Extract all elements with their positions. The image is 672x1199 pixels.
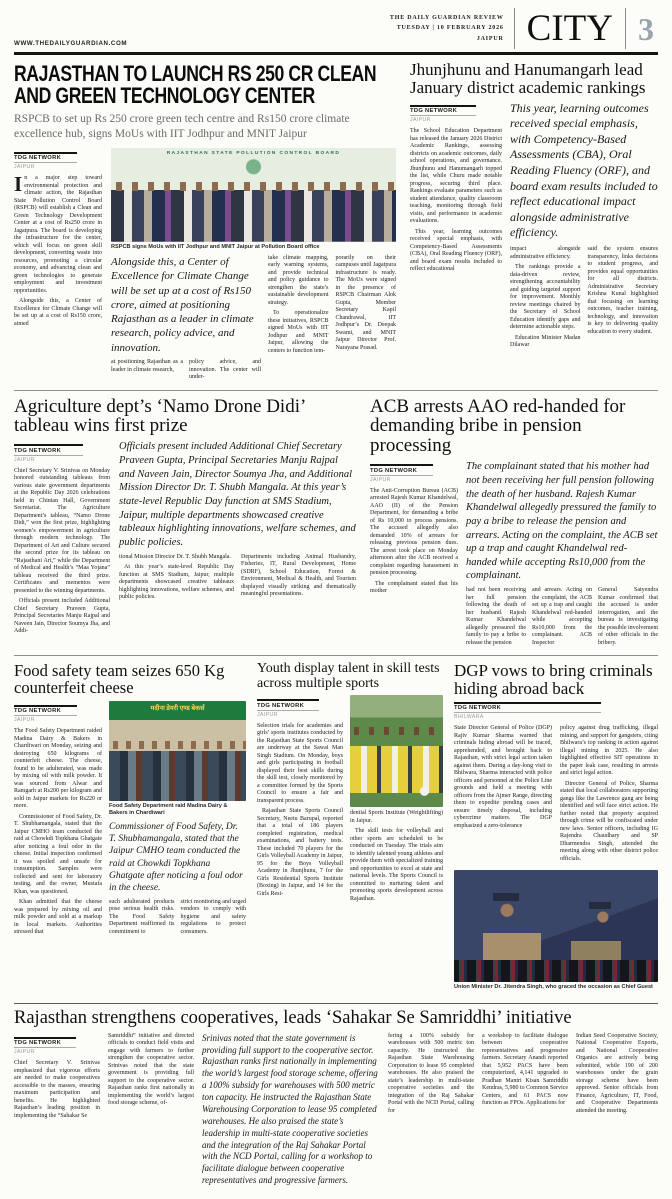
agriculture-pull-quote: Officials present included Additional Chief Secretary Praveen Gupta, Principal Secretaries Manju Rajpal and Naveen Jain, Director Soumya Jha, and Additional Mission Director Dr. T. Shubh Mangala. At this year’s state-level Republic Day function at SMS Stadium, Jaipur, multiple departments showcased creative tableaux highlighting innovations, welfare schemes, and public policies. bbox=[119, 441, 356, 548]
byline: TDG NETWORK JAIPUR bbox=[257, 699, 319, 718]
lead-headline: RAJASTHAN TO LAUNCH RS 250 CR CLEAN AND GREEN TECHNOLOGY CENTER bbox=[14, 61, 377, 108]
lead-quote-col-a: at positioning Rajasthan as a leader in climate research, bbox=[111, 359, 183, 373]
cooperative-headline: Rajasthan strengthens cooperatives, leads ‘Sahakar Se Samriddhi’ initiative bbox=[14, 1008, 572, 1029]
lead-photo-caption: RSPCB signs MoUs with IIT Jodhpur and MNIT Jaipur at Pollution Board office bbox=[111, 243, 320, 250]
drop-cap: I bbox=[14, 172, 23, 197]
youth-column-1: Selection trials for academies and girls’ sports institutes conducted by the Rajasthan State Sports Council are underway at the Sawai Man Singh Stadium. On Monday, boys and girls participating in football displayed their best skills during the skill test, closely monitored by a committee formed by the Sports Council to ensure a fair and transparent process. Rajasthan State Sports Council Secretary, Neetu Barupal, reported that a total of 186 players completed registration, medical examinations, and battery tests. These included 70 players for the Girls Volleyball Academy in Jaipur, 95 for the Boys Volleyball Academy in Jhunjhunu, 7 for the Girls Residential Sports Institute (Boxing) in Jaipur, and 14 for the Girls Resi- bbox=[257, 722, 343, 897]
lead-photo bbox=[111, 148, 396, 242]
rankings-column-1: The School Education Department has released the January 2026 District Academic Rankings, assessing districts on academic outcomes, daily school operations, and governance. Jhunjhunu and Hanumangarh topped the list, while Churu made notable progress, securing third place. Rankings evaluate parameters such as student attendance, quality classroom teaching, monitoring through field visits, and performance in academic evaluations. This year, learning outcomes received special emphasis, with Competency-Based Assessments (CBA), Oral Reading Fluency (ORF), and board exam results included to reflect educational bbox=[410, 128, 502, 273]
byline: TDG NETWORK JAIPUR bbox=[410, 105, 476, 124]
acb-column-2: had not been receiving her full pension following the death of her husband. Rajesh Kumar Khandelwal allegedly pressured the family to pay a bribe to release the pension bbox=[466, 587, 526, 646]
football-trials-photo bbox=[350, 695, 443, 807]
lead-column-1: In a major step toward environmental protection and climate action, the Rajasthan State Pollution Control Board (RSPCB) will establish a Clean and Green Technology Development Center at a cost of Rs250 crore in Jagatpura. The board is developing the infrastructure for the center, which will focus on green skill development, converting waste into resources, promoting a circular economy, and advancing clean and green technologies to generate employment and investment opportunities. Alongside this, a Center of Excellence for Climate Change will be set up at a cost of Rs150 crore, aimed bbox=[14, 172, 102, 327]
food-column-2: such adulterated products pose serious health risks. The Food Safety Department reaffirmed its commitment to bbox=[109, 898, 175, 935]
dgp-column-1: State Director General of Police (DGP) Rajiv Kumar Sharma warned that criminals hiding abroad will be traced, apprehended, and brought back to Rajasthan, with strict legal action taken against them. During a day-long visit to Bhilwara, Sharma interacted with police officers and personnel at the Police Line grounds and held a meeting with officers from the Ajmer Range, directing them to expedite pending cases and ensure timely disposal, including cybercrime matters. The DGP emphasized a zero-tolerance bbox=[454, 725, 552, 829]
dgp-headline: DGP vows to bring criminals hiding abroad back bbox=[454, 661, 653, 698]
edition-date: TUESDAY | 10 FEBRUARY 2026 bbox=[396, 25, 504, 32]
lead-story bbox=[14, 61, 396, 382]
food-safety-story bbox=[14, 662, 246, 995]
acb-story bbox=[370, 397, 658, 648]
lead-column-3: porarily on their campuses until Jagatpura infrastructure is ready. The MoUs were signed in the presence of RSPCB Chairman Alok Gupta, Member Secretary Kapil Chandrawal, IIT Jodhpur’s Dr. Deepak Swami, and MNIT Jaipur Director Prof. Narayana Prasad. bbox=[335, 254, 396, 351]
lead-quote-col-b: policy advice, and innovation. The center will under- bbox=[189, 359, 261, 381]
food-column-3: strict monitoring and urged vendors to comply with hygiene and safety regulations to protect consumers. bbox=[180, 898, 246, 935]
food-headline: Food safety team seizes 650 Kg counterfeit cheese bbox=[14, 661, 225, 698]
section-title: CITY bbox=[514, 8, 626, 49]
cooperative-column-1: Chief Secretary V. Srinivas emphasized that vigorous efforts are needed to make cooperatives accessible to the masses, ensuring maximum participation and benefits. He highlighted Rajasthan’s leading position in implementing the “Sahakar Se bbox=[14, 1060, 100, 1119]
byline: TDG NETWORK JAIPUR bbox=[14, 152, 77, 171]
edition-city: JAIPUR bbox=[476, 35, 504, 42]
agriculture-column-2: tional Mission Director Dr. T. Shubh Mangala. At this year’s state-level Republic Day function at SMS Stadium, Jaipur, multiple departments showcased creative tableaux highlighting innovations, welfare schemes, and public policies. bbox=[119, 553, 234, 601]
byline: TDG NETWORK BHILWARA bbox=[454, 702, 601, 721]
acb-column-4: General Satyendra Kumar confirmed that the accused is under interrogation, and the bureau is investigating the possible involvement of other officials in the bribery. bbox=[598, 587, 658, 646]
agriculture-column-3: Departments including Animal Husbandry, Fisheries, IT, Rural Development, Home (SDRF), School Education, Forest & Environment, Medical & Health, and Tourism displayed visually striking and thematically meaningful presentations. bbox=[241, 553, 356, 598]
acb-pull-quote: The complainant stated that his mother had not been receiving her full pension following the death of her husband. Rajesh Kumar Khandelwal allegedly pressured the family to pay a bribe to release the pension and arrears. Acting on the complaint, the ACB set up a trap and caught Khandelwal red-handed while accepting Rs10,000 from the complainant. bbox=[466, 461, 658, 582]
dgp-story bbox=[454, 662, 658, 995]
pollution-board-banner: RAJASTHAN STATE POLLUTION CONTROL BOARD bbox=[166, 150, 341, 156]
page-number: 3 bbox=[638, 10, 654, 47]
cooperative-column-3: fering a 100% subsidy for warehouses with 500 metric ton capacity. He instructed the Rajasthan State Warehousing Corporation to lease 95 completed warehouses. He also praised the state’s leadership in multi-state cooperative societies and the integration of the Raj Sahakar Portal with the NCD Portal, calling for bbox=[388, 1032, 474, 1114]
byline: TDG NETWORK JAIPUR bbox=[14, 444, 83, 463]
dgp-photo-caption: Union Minister Dr. Jitendra Singh, who graced the occasion as Chief Guest bbox=[454, 984, 653, 991]
rankings-story bbox=[410, 61, 658, 382]
lead-standfirst: RSPCB to set up Rs 250 crore green tech centre and Rs150 crore climate excellence hub, signs MoUs with IIT Jodhpur and MNIT Jaipur bbox=[14, 113, 350, 141]
byline: TDG NETWORK JAIPUR bbox=[14, 1037, 76, 1056]
lead-pull-quote: Alongside this, a Center of Excellence for Climate Change will be set up at a cost of Rs150 crore, aimed at positioning Rajasthan as a leader in climate research, policy advice, and innovation. bbox=[111, 255, 254, 354]
food-raid-photo bbox=[109, 701, 246, 801]
byline: TDG NETWORK JAIPUR bbox=[370, 464, 433, 483]
rankings-headline: Jhunjhunu and Hanumangarh lead January district academic rankings bbox=[410, 60, 646, 97]
police-press-photo bbox=[454, 870, 658, 982]
agriculture-story bbox=[14, 397, 356, 648]
cooperative-column-2: Samriddhi” initiative and directed officials to conduct field visits and engage with farmers to further strengthen the cooperative sector. Srinivas noted that the state government is providing full support to the cooperative sector. Rajasthan ranks first nationally in implementing the world’s largest food storage scheme, of- bbox=[108, 1032, 194, 1107]
masthead-right bbox=[390, 8, 658, 49]
lead-column-2: take climate mapping, early warning systems, and provide technical and policy guidance to strengthen the state’s sustainable development strategy. To operationalize these initiatives, RSPCB signed MoUs with IIT Jodhpur and MNIT Jaipur, allowing the centers to function tem- bbox=[268, 254, 329, 354]
agriculture-headline: Agriculture dept’s ‘Namo Drone Didi’ tableau wins first prize bbox=[14, 395, 305, 437]
food-pull-quote: Commissioner of Food Safety, Dr. T. Shubhamangala, stated that the Jaipur CMHO team conducted the raid at Chowkdi Topkhana Ghatgate after noticing a foul odor in the cheese. bbox=[109, 821, 243, 894]
youth-column-2: dential Sports Institute (Weightlifting) in Jaipur. The skill tests for volleyball and other sports are scheduled to be conducted on Tuesday. The trials aim to identify talented young athletes and provide them with specialized training and opportunities to excel at state and national levels. The Sports Council is committed to nurturing talent and promoting sports development across Rajasthan. bbox=[350, 810, 443, 902]
masthead bbox=[14, 8, 658, 55]
food-column-1: The Food Safety Department raided Madina Dairy & Bakers in Chardiwari on Monday, seizing and destroying 650 kilograms of counterfeit cheese. The cheese, found to be adulterated, was made by mixing oil with milk powder. It was sourced from Alwar and Ramgarh at Rs200 per kilogram and sold in Jaipur markets for Rs220 or more. Commissioner of Food Safety, Dr. T. Shubhamangala, stated that the Jaipur CMHO team conducted the raid at Chowkdi Topkhana Ghatgate after noticing a foul odor in the cheese. Initial inspection confirmed it was spoiled and unsafe for consumption. Samples were collected and sent for laboratory testing, and the owner, Mustafa Khan, was questioned. Khan admitted that the cheese was prepared by mixing oil and milk powder and sold at a markup in local markets. Authorities stressed that bbox=[14, 728, 102, 936]
rankings-column-2: impact alongside administrative efficiency. The rankings provide a data-driven review, strengthening accountability and guiding targeted support for improvement. Monthly review meetings chaired by the Secretary of School Education identify gaps and determine actionable steps. Education Minister Madan Dilawar bbox=[510, 246, 581, 349]
youth-sports-story bbox=[257, 662, 443, 995]
cooperative-column-5: Indian Seed Cooperative Society, National Cooperative Exports, and National Cooperative Organics are actively being submitted, while 190 of 200 warehouses under the grain storage scheme have been approved. Senior officials from Finance, Agriculture, IT, Food, and Cooperative Departments attended the meeting. bbox=[576, 1032, 658, 1114]
youth-headline: Youth display talent in skill tests across multiple sports bbox=[257, 661, 440, 691]
acb-column-1: The Anti-Corruption Bureau (ACB) arrested Rajesh Kumar Khandelwal, AAO (II) of the Pension Department, for demanding a bribe of Rs 10,000 to process pensions. The accused allegedly also demanded 10% of arrears for releasing previous pension dues. The arrest took place on Monday afternoon after the ACB received a complaint regarding harassment in pension processing. The complainant stated that his mother bbox=[370, 487, 458, 595]
cooperative-column-4: a workshop to facilitate dialogue between cooperative representatives and progressive farmers. Secretary Anandi reported that 5,952 PACS have been computerized, 4,141 upgraded to Pradhan Mantri Kisan Samriddhi Kendras, 5,980 to Common Service Centers, and 61 PACS now function as FPOs. Applications for bbox=[482, 1032, 568, 1107]
publication-name: THE DAILY GUARDIAN REVIEW bbox=[389, 15, 504, 22]
agriculture-column-1: Chief Secretary V. Srinivas on Monday honored outstanding tableaus from various state government departments at the Republic Day 2026 celebrations held in Chintan Hall, Government Secretariat. The Agriculture Department’s tableau, “Namo Drone Didi,” won the first prize, highlighting women’s empowerment in agriculture through modern technology. The Department of Art and Culture secured the second prize for its tableau on “Rajasthani Art,” while the Department of Medical and Health’s “Maa Yojana” tableau received the third prize. Certificates and mementos were presented to the winning departments. Officials present included Additional Chief Secretary Praveen Gupta, Principal Secretaries Manju Rajpal and Naveen Jain, Director Soumya Jha, and Addi- bbox=[14, 467, 110, 635]
cooperative-story bbox=[14, 1009, 658, 1187]
acb-column-3: and arrears. Acting on the complaint, the ACB set up a trap and caught Khandelwal red-handed while accepting Rs10,000 from the complainant. ACB Inspector bbox=[532, 587, 592, 646]
edition-info bbox=[390, 13, 514, 44]
rankings-pull-quote: This year, learning outcomes received special emphasis, with Competency-Based Assessments (CBA), Oral Reading Fluency (ORF), and board exam results included to reflect educational impact alongside administrative efficiency. bbox=[510, 100, 658, 240]
cooperative-pull-quote: Srinivas noted that the state government is providing full support to the cooperative sector. Rajasthan ranks first nationally in implementing the world’s largest food storage scheme, offering a 100% subsidy for warehouses with 500 metric ton capacity. He instructed the Rajasthan State Warehousing Corporation to lease 95 completed warehouses. He also praised the state’s leadership in multi-state cooperative societies and the integration of the Raj Sahakar Portal with the NCD Portal, calling for a workshop to facilitate dialogue between cooperative representatives and progressive farmers. bbox=[202, 1032, 378, 1186]
byline: TDG NETWORK JAIPUR bbox=[14, 705, 77, 724]
dgp-column-2: policy against drug trafficking, illegal mining, and support for gangsters, citing Bhilwara’s top ranking in action against illegal mining in 2025. He also highlighted effective SIT operations in the paper leak case, resulting in arrests and strict legal action. Director General of Police, Sharma stated that local collaborators supporting gangs like the Lawrence gang are being identified and will face strict action. He further noted that property acquired through crime will be confiscated under new laws. Senior officers, including IG Rajendra Chaudhary and SP Dharmendra Singh, attended the meeting along with other district police officials. bbox=[560, 725, 658, 862]
rankings-column-3: said the system ensures transparency, links decisions to student progress, and provides equal opportunities for all districts. Administrative Secretary Krishna Kunal highlighted that focusing on learning outcomes, teacher training, technology, and innovation is key to delivering quality education to every student. bbox=[587, 246, 658, 335]
dairy-sign: मदीना डेयरी एण्ड बेकर्स bbox=[150, 704, 205, 712]
acb-headline: ACB arrests AAO red-handed for demanding bribe in pension processing bbox=[370, 395, 626, 457]
website-url: WWW.THEDAILYGUARDIAN.COM bbox=[14, 40, 128, 47]
food-photo-caption: Food Safety Department raid Madina Dairy & Bakers in Chardiwari bbox=[109, 802, 228, 816]
